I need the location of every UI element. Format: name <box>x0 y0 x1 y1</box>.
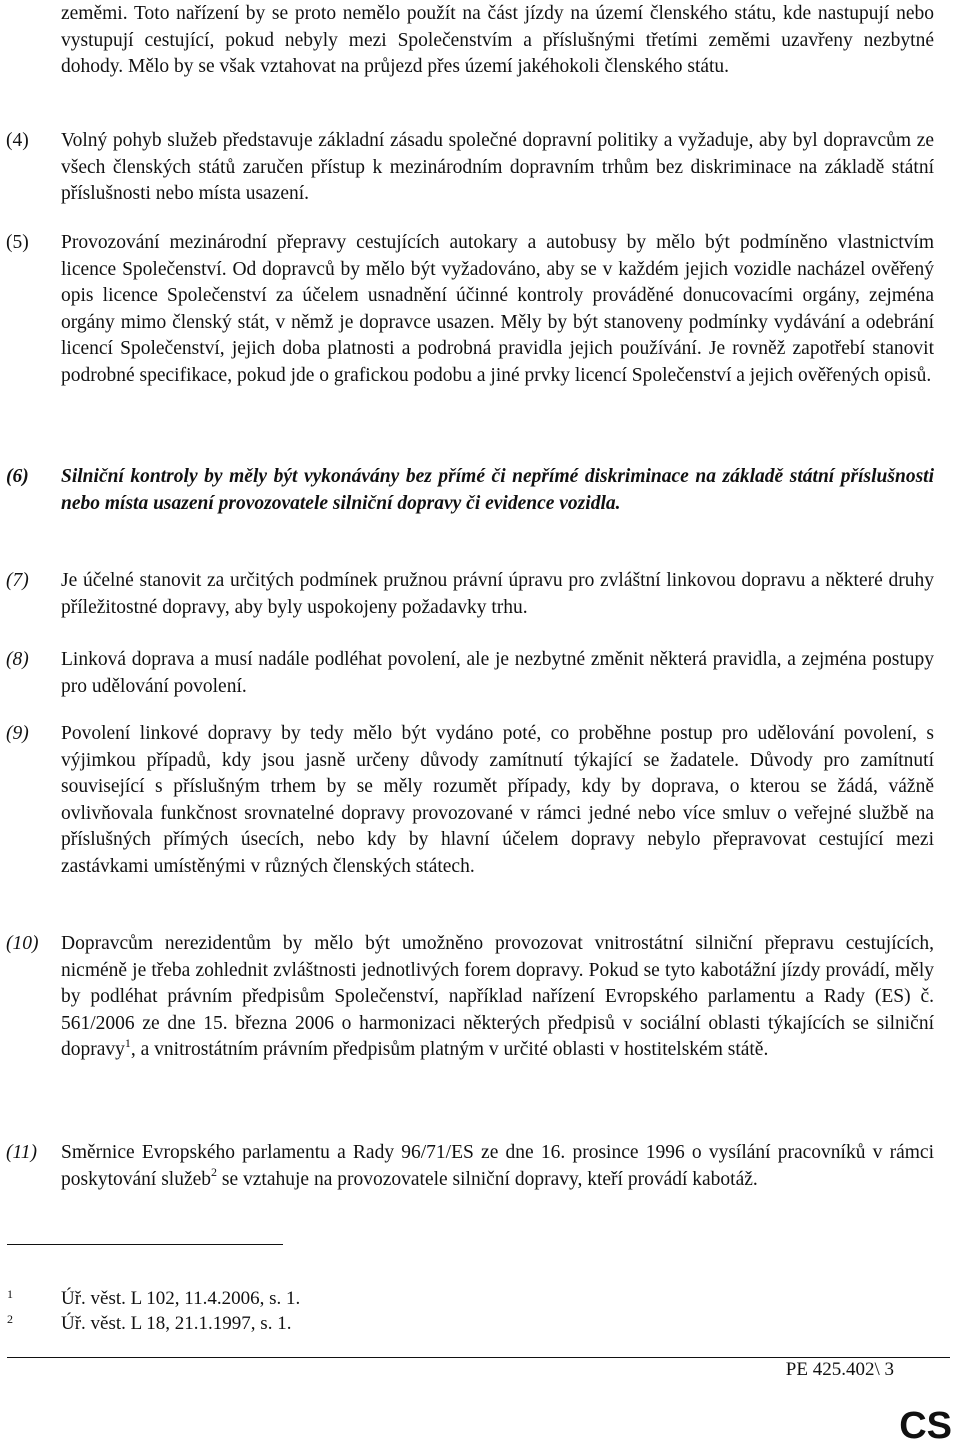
footnote-ref[interactable]: 2 <box>211 1165 218 1179</box>
footnote-text: Úř. věst. L 18, 21.1.1997, s. 1. <box>61 1313 292 1334</box>
recital-text-continued: , a vnitrostátním právním předpisům platným v určité oblasti v hostitelském státě. <box>130 1039 769 1060</box>
recital-number: (6) <box>6 466 29 487</box>
recital-number: (7) <box>6 570 29 591</box>
footnote-ref[interactable]: 1 <box>124 1035 131 1050</box>
recital-number: (4) <box>6 130 29 151</box>
recital-number: (9) <box>6 723 29 744</box>
recital-number: (8) <box>6 649 29 670</box>
recital-10 <box>6 931 934 1064</box>
language-code: CS <box>899 1405 952 1447</box>
intro-paragraph: zeměmi. Toto nařízení by se proto nemělo použít na část jízdy na území členského státu, kde nastupují nebo vystupují cestující, pokud nebyly mezi Společenstvím a příslušnými třetími zeměmi uzavřeny nezbytné dohody. Mělo by se však vztahovat na průjezd přes území jakéhokoli členského státu. <box>61 3 934 77</box>
recital-text: Směrnice Evropského parlamentu a Rady 96/71/ES ze dne 16. prosince 1996 o vysílání pracovníků v rámci poskytování služeb <box>61 1142 934 1190</box>
recital-6 <box>6 464 934 517</box>
recital-8 <box>6 647 934 700</box>
footnote-number: 1 <box>7 1287 13 1301</box>
recital-text: Dopravcům nerezidentům by mělo být umožněno provozovat vnitrostátní silniční přepravu cestujících, nicméně je třeba zohlednit zvláštnosti jednotlivých forem dopravy. Pokud se tyto kabotážní jízdy provádí, měly by podléhat právním předpisům Společenství, například nařízení Evropského parlamentu a Rady (ES) č. 561/2006 ze dne 15. března 2006 o harmonizaci některých předpisů v sociální oblasti týkajících se silniční dopravy <box>61 933 934 1060</box>
recital-text: Je účelné stanovit za určitých podmínek pružnou právní úpravu pro zvláštní linkovou dopravu a některé druhy příležitostné dopravy, aby byly uspokojeny požadavky trhu. <box>61 570 934 618</box>
footnote-number: 2 <box>7 1312 13 1326</box>
recital-11 <box>6 1140 934 1193</box>
recital-text: Volný pohyb služeb představuje základní zásadu společné dopravní politiky a vyžaduje, aby byl dopravcům ze všech členských států zaručen přístup k mezinárodním dopravním trhům bez diskriminace na základě státní příslušnosti nebo místa usazení. <box>61 130 934 204</box>
recital-text: Povolení linkové dopravy by tedy mělo být vydáno poté, co proběhne postup pro udělování povolení, s výjimkou případů, kdy jsou jasně určeny důvody zamítnutí týkající se žadatele. Důvody pro zamítnutí související s příslušným trhem by se měly rozumět případy, kdy by doprava, o kterou se žádá, vážně ovlivňovala funkčnost srovnatelné dopravy provozované v rámci jedné nebo více smluv o veřejné službě na příslušných přímých úsecích, nebo kdy by hlavní účelem dopravy nebylo přepravovat cestující mezi zastávkami umístěnými v různých členských státech. <box>61 723 934 877</box>
recital-text: Linková doprava a musí nadále podléhat povolení, ale je nezbytné změnit některá pravidla, a zejména postupy pro udělování povolení. <box>61 649 934 697</box>
recital-5 <box>6 230 934 389</box>
recital-text: Silniční kontroly by měly být vykonávány bez přímé či nepřímé diskriminace na základě státní příslušnosti nebo místa usazení provozovatele silniční dopravy či evidence vozidla. <box>61 466 934 514</box>
footnote-text: Úř. věst. L 102, 11.4.2006, s. 1. <box>61 1288 301 1309</box>
recital-number: (11) <box>6 1142 38 1163</box>
recital-text-continued: se vztahuje na provozovatele silniční dopravy, kteří provádí kabotáž. <box>217 1168 758 1190</box>
recital-number: (5) <box>6 232 29 253</box>
recital-9 <box>6 721 934 880</box>
page-footer-rule <box>7 1357 950 1358</box>
footnote-separator <box>7 1244 283 1245</box>
page-reference: PE 425.402\ 3 <box>785 1359 894 1380</box>
recital-4 <box>6 128 934 208</box>
recital-number: (10) <box>6 933 39 954</box>
recital-text: Provozování mezinárodní přepravy cestujících autokary a autobusy by mělo být podmíněno vlastnictvím licence Společenství. Od dopravců by mělo být vyžadováno, aby se v každém jejich vozidle nacházel ověřený opis licence Společenství za účelem usnadnění účinné kontroly prováděné donucovacími orgány, zejména orgány mimo členský stát, v němž je dopravce usazen. Měly by být stanoveny podmínky vydávání a odebrání licencí Společenství, jejich doba platnosti a podrobná pravidla jejich používání. Je rovněž zapotřebí stanovit podrobné specifikace, pokud jde o grafickou podobu a jiné prvky licencí Společenství a jejich ověřených opisů. <box>61 232 934 386</box>
recital-7 <box>6 568 934 621</box>
